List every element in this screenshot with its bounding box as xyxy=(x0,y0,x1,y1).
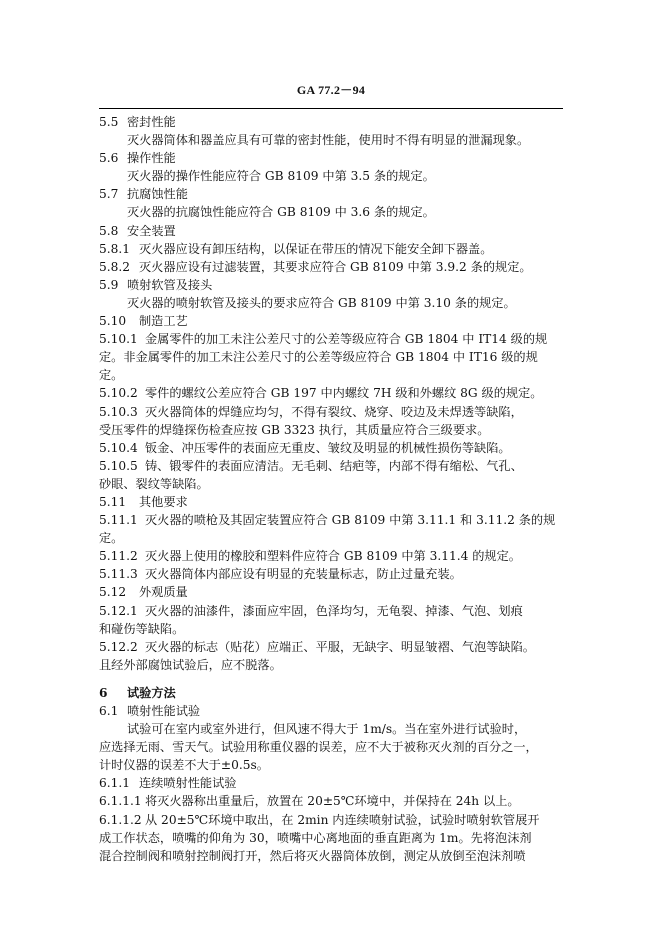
clause-number: 5.8.2 xyxy=(99,259,131,274)
section-heading xyxy=(99,113,563,131)
clause-text: 钣金、冲压零件的表面应无重皮、皱纹及明显的机械性损伤等缺陷。 xyxy=(145,440,511,455)
paragraph-line: 且经外部腐蚀试验后，应不脱落。 xyxy=(99,657,282,672)
clause-line xyxy=(99,638,563,656)
section-number: 5.7 xyxy=(99,187,119,202)
clause-number: 5.11.3 xyxy=(99,567,138,582)
section-title: 制造工艺 xyxy=(139,314,188,329)
paragraph-line: 定。 xyxy=(99,531,124,546)
clause-text: 灭火器的标志（贴花）应端正、平服，无缺字、明显皱褶、气泡等缺陷。 xyxy=(145,639,535,654)
section-number: 5.8 xyxy=(99,223,119,238)
page-header: GA 77.2－94 xyxy=(296,83,366,97)
chapter-title: 试验方法 xyxy=(127,685,176,700)
clause-line xyxy=(99,403,563,421)
clause-line xyxy=(99,240,563,258)
section-title: 外观质量 xyxy=(139,585,188,600)
spacer xyxy=(99,674,563,684)
paragraph-line: 灭火器的喷射软管及接头的要求应符合 GB 8109 中第 3.10 条的规定。 xyxy=(127,295,516,310)
clause-text: 灭火器的喷枪及其固定装置应符合 GB 8109 中第 3.11.1 和 3.11.2 条的规 xyxy=(145,513,556,528)
paragraph-line: 成工作状态，喷嘴的仰角为 30，喷嘴中心离地面的垂直距离为 1m。先将泡沫剂 xyxy=(99,830,532,845)
section-heading xyxy=(99,276,563,294)
header-rule xyxy=(99,108,563,109)
section-number: 6.1 xyxy=(99,704,119,718)
clause-number: 5.10.3 xyxy=(99,404,138,419)
clause-text: 灭火器应设有过滤装置，其要求应符合 GB 8109 中第 3.9.2 条的规定。 xyxy=(139,259,532,274)
section-heading xyxy=(99,149,563,167)
chapter-heading xyxy=(99,684,563,702)
section-number: 5.5 xyxy=(99,115,119,129)
clause-line xyxy=(99,565,563,583)
paragraph-line: 定。 xyxy=(99,368,124,383)
section-title: 抗腐蚀性能 xyxy=(127,187,188,202)
document-body xyxy=(99,113,563,865)
clause-number: 5.10.1 xyxy=(99,332,138,347)
clause-text: 灭火器筒体内部应设有明显的充装量标志，防止过量充装。 xyxy=(145,567,462,582)
clause-number: 5.10.2 xyxy=(99,386,138,401)
clause-text: 零件的螺纹公差应符合 GB 197 中内螺纹 7H 级和外螺纹 8G 级的规定。 xyxy=(145,386,543,401)
section-number: 5.12 xyxy=(99,585,127,600)
paragraph-line: 和碰伤等缺陷。 xyxy=(99,621,185,636)
section-heading xyxy=(99,774,563,792)
clause-number: 5.10.4 xyxy=(99,440,138,455)
clause-line xyxy=(99,384,563,402)
section-heading xyxy=(99,583,563,601)
section-title: 连续喷射性能试验 xyxy=(139,776,237,791)
section-heading xyxy=(99,493,563,511)
paragraph-line: 砂眼、裂纹等缺陷。 xyxy=(99,476,209,491)
clause-line xyxy=(99,811,563,829)
section-number: 5.9 xyxy=(99,277,119,292)
section-number: 6.1.1 xyxy=(99,776,131,791)
paragraph-line: 试验可在室内或室外进行，但风速不得大于 1m/s。当在室外进行试验时， xyxy=(127,722,527,737)
clause-text: 将灭火器称出重量后，放置在 20±5℃环境中，并保持在 24h 以上。 xyxy=(145,794,520,809)
section-title: 安全装置 xyxy=(127,223,176,238)
section-number: 5.10 xyxy=(99,314,127,329)
section-title: 喷射软管及接头 xyxy=(127,277,213,292)
clause-number: 5.8.1 xyxy=(99,241,131,256)
clause-number: 5.12.2 xyxy=(99,639,138,654)
clause-number: 5.11.1 xyxy=(99,513,138,528)
clause-text: 灭火器的油漆件，漆面应牢固，色泽均匀，无龟裂、掉漆、气泡、划痕 xyxy=(145,603,523,618)
clause-text: 铸、锻零件的表面应清洁。无毛刺、结疤等，内部不得有缩松、气孔、 xyxy=(145,458,523,473)
clause-text: 金属零件的加工未注公差尺寸的公差等级应符合 GB 1804 中 IT14 级的规 xyxy=(145,332,548,347)
paragraph-line: 灭火器筒体和器盖应具有可靠的密封性能，使用时不得有明显的泄漏现象。 xyxy=(127,133,530,148)
clause-number: 5.10.5 xyxy=(99,458,138,473)
section-title: 操作性能 xyxy=(127,151,176,166)
section-title: 其他要求 xyxy=(139,494,188,509)
clause-line xyxy=(99,330,563,348)
paragraph-line: 计时仪器的误差不大于±0.5s。 xyxy=(99,758,269,773)
clause-text: 从 20±5℃环境中取出，在 2min 内连续喷射试验，试验时喷射软管展开 xyxy=(145,812,540,827)
clause-number: 5.11.2 xyxy=(99,549,138,564)
section-heading xyxy=(99,312,563,330)
paragraph-line: 灭火器的操作性能应符合 GB 8109 中第 3.5 条的规定。 xyxy=(127,169,435,184)
section-title: 密封性能 xyxy=(127,115,176,129)
clause-text: 灭火器上使用的橡胶和塑料件应符合 GB 8109 中第 3.11.4 的规定。 xyxy=(145,549,521,564)
paragraph-line: 受压零件的焊缝探伤检查应按 GB 3323 执行，其质量应符合三级要求。 xyxy=(99,422,490,437)
clause-number: 6.1.1.1 xyxy=(99,794,142,809)
section-number: 5.6 xyxy=(99,151,119,166)
clause-text: 灭火器筒体的焊缝应均匀，不得有裂纹、烧穿、咬边及未焊透等缺陷， xyxy=(145,404,523,419)
paragraph-line: 应选择无雨、雪天气。试验用称重仪器的误差，应不大于被称灭火剂的百分之一， xyxy=(99,740,538,755)
section-title: 喷射性能试验 xyxy=(127,704,201,718)
paragraph-line: 混合控制阀和喷射控制阀打开，然后将灭火器筒体放倒，测定从放倒至泡沫剂喷 xyxy=(99,848,526,863)
paragraph-line: 灭火器的抗腐蚀性能应符合 GB 8109 中 3.6 条的规定。 xyxy=(127,205,435,220)
section-number: 5.11 xyxy=(99,494,127,509)
clause-line xyxy=(99,457,563,475)
clause-line xyxy=(99,602,563,620)
paragraph-line: 定。非金属零件的加工未注公差尺寸的公差等级应符合 GB 1804 中 IT16 级的规 xyxy=(99,350,538,365)
chapter-number: 6 xyxy=(99,685,108,700)
section-heading xyxy=(99,222,563,240)
section-heading xyxy=(99,185,563,203)
clause-number: 5.12.1 xyxy=(99,603,138,618)
clause-line xyxy=(99,258,563,276)
clause-line xyxy=(99,547,563,565)
clause-line xyxy=(99,511,563,529)
clause-text: 灭火器应设有卸压结构，以保证在带压的情况下能安全卸下器盖。 xyxy=(139,241,493,256)
clause-line xyxy=(99,439,563,457)
section-heading xyxy=(99,702,563,720)
clause-number: 6.1.1.2 xyxy=(99,812,142,827)
clause-line xyxy=(99,792,563,810)
